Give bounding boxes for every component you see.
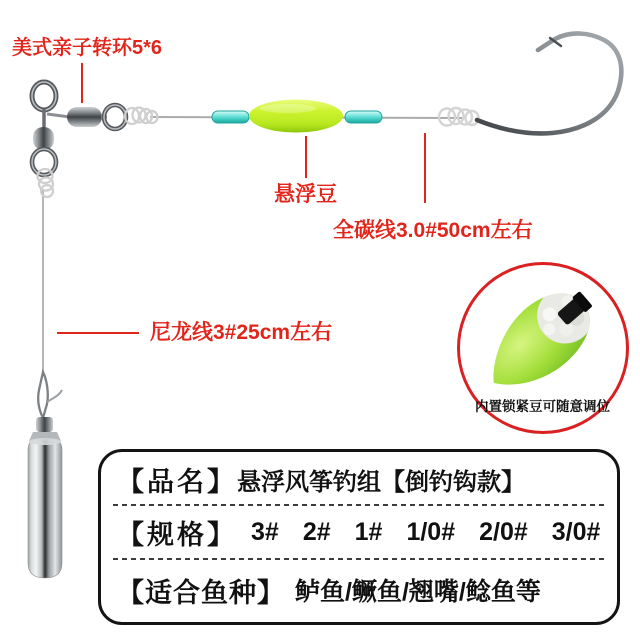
pointer-line-nylon — [57, 332, 139, 334]
inset-caption: 内置锁紧豆可随意调位 — [475, 399, 610, 414]
pointer-line-carbon — [424, 133, 426, 203]
fishing-hook-graphic — [477, 33, 621, 133]
product-label: 【品名】 — [117, 466, 237, 497]
spec-table — [98, 449, 620, 625]
spec-value: 1/0# — [406, 517, 456, 546]
spec-label: 【规格】 — [117, 519, 237, 550]
suspension-float-bead — [249, 100, 343, 133]
product-value: 悬浮风筝钓组【倒钓钩款】 — [237, 468, 525, 496]
fish-value: 鲈鱼/鳜鱼/翘嘴/鲶鱼等 — [295, 578, 541, 606]
spec-values — [251, 518, 600, 547]
float-annotation: 悬浮豆 — [274, 183, 337, 206]
carbon-line-annotation: 全碳线3.0#50cm左右 — [333, 219, 533, 242]
pointer-line-float — [305, 136, 307, 178]
swivel-annotation: 美式亲子转环5*6 — [12, 37, 163, 59]
knot-coil-right — [125, 108, 158, 125]
float-detail-inset — [457, 262, 629, 434]
spec-value: 1# — [354, 517, 383, 546]
fish-label: 【适合鱼种】 — [117, 577, 285, 608]
table-row-product — [101, 454, 617, 504]
spec-value: 2# — [302, 517, 331, 546]
table-row-spec — [101, 506, 617, 558]
three-way-swivel-graphic — [32, 82, 126, 175]
knot-coil-hook — [439, 108, 479, 126]
stopper-bead-right — [345, 111, 382, 123]
table-row-fish — [101, 560, 617, 620]
spec-value: 3# — [251, 517, 279, 546]
pointer-line-swivel — [81, 63, 83, 103]
sinker-weight-graphic — [28, 432, 62, 578]
stopper-bead-left — [212, 111, 249, 123]
nylon-line-annotation: 尼龙线3#25cm左右 — [150, 321, 333, 344]
spec-value: 3/0# — [551, 517, 601, 546]
spec-value: 2/0# — [479, 517, 528, 546]
snap-clip-graphic — [36, 372, 62, 432]
